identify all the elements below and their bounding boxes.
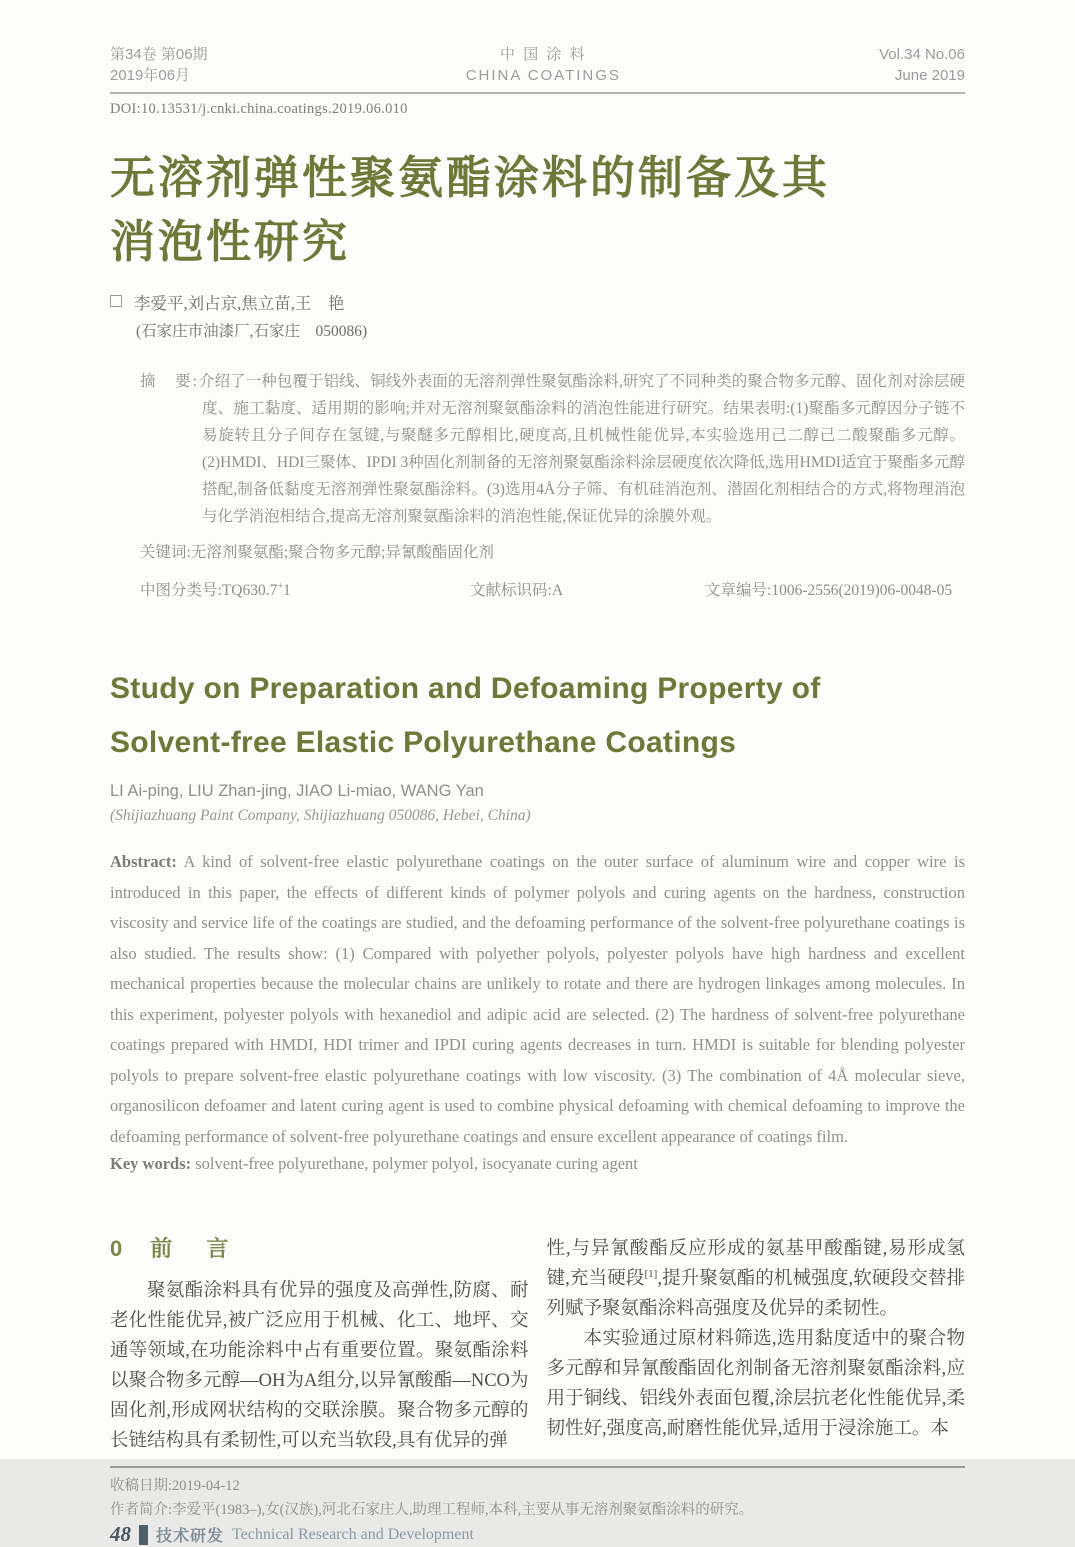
footer-section-cn: 技术研发 bbox=[156, 1528, 225, 1545]
title-cn-line2: 消泡性研究 bbox=[110, 216, 351, 267]
body-paragraph: 聚氨酯涂料具有优异的强度及高弹性,防腐、耐老化性能优异,被广泛应用于机械、化工、地坪、交通等领域,在功能涂料中占有重要位置。聚氨酯涂料以聚合物多元醇—OH为A组分,以异氰酸酯—NCO为固化剂,形成网状结构的交联涂膜。聚合物多元醇的长链结构具有柔韧性,可以充当软段,具有优异的弹 bbox=[110, 1281, 529, 1451]
abstract-label-en: Abstract: bbox=[110, 852, 177, 871]
classification-row bbox=[140, 578, 965, 600]
authors-cn: 李爱平,刘占京,焦立苗,王 艳 bbox=[134, 294, 345, 313]
document-code: 文献标识码:A bbox=[470, 582, 564, 599]
doi-line: DOI:10.13531/j.cnki.china.coatings.2019.06.010 bbox=[110, 101, 408, 117]
journal-name-en: CHINA COATINGS bbox=[465, 67, 621, 84]
clc-number: 中图分类号:TQ630.7+1 bbox=[140, 580, 291, 599]
body-column-right bbox=[547, 1234, 966, 1456]
title-cn-line1: 无溶剂弹性聚氨酯涂料的制备及其 bbox=[110, 152, 831, 203]
page-number: 48 bbox=[110, 1522, 131, 1546]
abstract-en bbox=[110, 847, 965, 1152]
section-title: 前 言 bbox=[150, 1236, 243, 1261]
title-en-line2: Solvent-free Elastic Polyurethane Coatings bbox=[110, 726, 737, 759]
footer-bar-icon bbox=[139, 1525, 148, 1545]
journal-masthead bbox=[110, 44, 965, 94]
masthead-volume-cn bbox=[110, 44, 208, 86]
body-paragraph: 性,与异氰酸酯反应形成的氨基甲酸酯键,易形成氢键,充当硬段[1],提升聚氨酯的机械强度,软硬段交替排列赋予聚氨酯涂料高强度及优异的柔韧性。 bbox=[546, 1239, 965, 1319]
footer-section-en: Technical Research and Development bbox=[232, 1525, 474, 1543]
page-footer bbox=[110, 1522, 965, 1547]
footnote-block bbox=[110, 1466, 965, 1522]
keywords-cn-row bbox=[140, 540, 965, 562]
abstract-cn bbox=[140, 368, 965, 530]
author-bio-line: 作者简介:李爱平(1983–),女(汉族),河北石家庄人,助理工程师,本科,主要从事无溶剂聚氨酯涂料的研究。 bbox=[110, 1502, 754, 1518]
volume-issue-cn: 第34卷 第06期 bbox=[110, 46, 208, 63]
body-columns bbox=[110, 1234, 965, 1456]
body-paragraph: 本实验通过原材料筛选,选用黏度适中的聚合物多元醇和异氰酸酯固化剂制备无溶剂聚氨酯涂料,应用于铜线、铝线外表面包覆,涂层抗老化性能优异,柔韧性好,强度高,耐磨性能优异,适用于浸涂施工。本 bbox=[546, 1329, 965, 1439]
body-column-left bbox=[110, 1234, 529, 1456]
article-id: 文章编号:1006-2556(2019)06-0048-05 bbox=[705, 582, 953, 599]
masthead-volume-en bbox=[879, 44, 965, 86]
author-marker-icon bbox=[110, 295, 122, 307]
reference-marker: [1] bbox=[644, 1267, 658, 1280]
masthead-journal-name bbox=[466, 44, 621, 86]
abstract-label-cn: 摘 要: bbox=[140, 373, 199, 390]
received-date-line: 收稿日期:2019-04-12 bbox=[110, 1478, 240, 1494]
article-title-en bbox=[110, 662, 965, 770]
abstract-text-cn: 介绍了一种包覆于铝线、铜线外表面的无溶剂弹性聚氨酯涂料,研究了不同种类的聚合物多元醇、固化剂对涂层硬度、施工黏度、适用期的影响;并对无溶剂聚氨酯涂料的消泡性能进行研究。结果表明:(1)聚酯多元醇因分子链不易旋转且分子间存在氢键,与聚醚多元醇相比,硬度高,且机械性能优异,本实验选用己二醇己二酸聚酯多元醇。(2)HMDI、HDI三聚体、IPDI 3种固化剂制备的无溶剂聚氨酯涂料涂层硬度依次降低,选用HMDI适宜于聚酯多元醇搭配,制备低黏度无溶剂弹性聚氨酯涂料。(3)选用4Å分子筛、有机硅消泡剂、潜固化剂相结合的方式,将物理消泡与化学消泡相结合,提高无溶剂聚氨酯涂料的消泡性能,保证优异的涂膜外观。 bbox=[198, 373, 965, 525]
title-en-line1: Study on Preparation and Defoaming Property of bbox=[110, 672, 821, 705]
volume-issue-en: Vol.34 No.06 bbox=[879, 46, 965, 63]
date-en: June 2019 bbox=[894, 67, 965, 84]
authors-cn-row bbox=[110, 290, 965, 314]
authors-en: LI Ai-ping, LIU Zhan-jing, JIAO Li-miao, WANG Yan bbox=[110, 782, 484, 800]
abstract-text-en: A kind of solvent-free elastic polyurethane coatings on the outer surface of aluminum wire and copper wire is introduced in this paper, the effects of different kinds of polymer polyols and curing agents on the hardness, construction viscosity and service life of the coatings are studied, and the defoaming performance of the solvent-free polyurethane coatings is also studied. The results show: (1) Compared with polyether polyols, polyester polyols have high hardness and excellent mechanical properties because the molecular chains are unlikely to rotate and there are hydrogen linkages among molecules. In this experiment, polyester polyols with hexanediol and adipic acid are selected. (2) The hardness of solvent-free polyurethane coatings prepared with HMDI, HDI trimer and IPDI curing agents decreases in turn. HMDI is suitable for blending polyester polyols to prepare solvent-free elastic polyurethane coatings with low viscosity. (3) The combination of 4Å molecular sieve, organosilicon defoamer and latent curing agent is used to combine physical defoaming with chemical defoaming to improve the defoaming performance of solvent-free polyurethane coatings and ensure excellent appearance of coatings film. bbox=[110, 852, 965, 1146]
keywords-en-row bbox=[110, 1154, 965, 1174]
journal-name-cn: 中 国 涂 料 bbox=[500, 46, 587, 63]
keywords-cn: 无溶剂聚氨酯;聚合物多元醇;异氰酸酯固化剂 bbox=[190, 544, 494, 561]
article-title-cn bbox=[110, 146, 965, 274]
keywords-en: solvent-free polyurethane, polymer polyol, isocyanate curing agent bbox=[191, 1154, 638, 1173]
date-cn: 2019年06月 bbox=[110, 67, 191, 84]
keywords-label-en: Key words: bbox=[110, 1154, 192, 1173]
keywords-label-cn: 关键词: bbox=[140, 544, 191, 561]
affiliation-en: (Shijiazhuang Paint Company, Shijiazhuang 050086, Hebei, China) bbox=[110, 807, 531, 824]
section-number: 0 bbox=[110, 1236, 125, 1261]
affiliation-cn: (石家庄市油漆厂,石家庄 050086) bbox=[136, 323, 368, 340]
section-heading bbox=[110, 1234, 529, 1264]
